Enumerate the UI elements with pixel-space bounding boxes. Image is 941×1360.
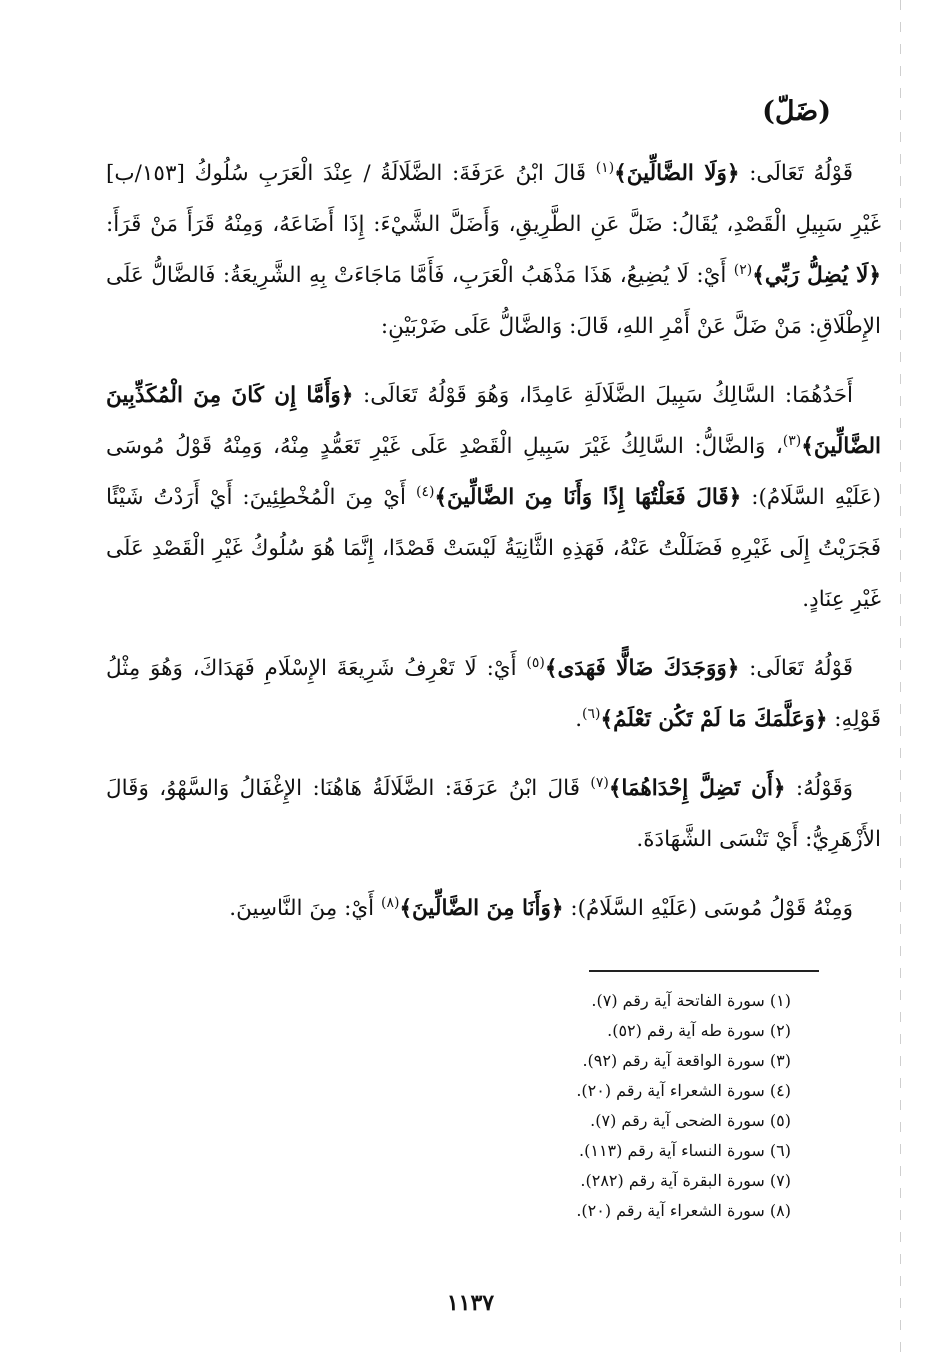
quran-quote: ﴿وَأَنَا مِنَ الضَّالِّينَ﴾ xyxy=(399,896,564,921)
footnote-ref: (٨) xyxy=(380,894,400,911)
quran-quote: ﴿وَعَلَّمَكَ مَا لَمْ تَكُن تَعْلَمُ﴾ xyxy=(600,707,828,732)
body-text-run: أَيْ: لَا يُضِيعُ، هَذَا مَذْهَبُ الْعَرَبِ، فَأَمَّا مَاجَاءَتْ بِهِ الشَّرِيعَةُ: فَالضَّالُّ عَلَى الإِطْلَاقِ: مَنْ ضَلَّ عَنْ أَمْرِ اللهِ، قَالَ: وَالضَّالُّ عَلَى ضَرْبَيْنِ: xyxy=(106,263,881,339)
body-text-run: قَوْلُهُ تَعَالَى: xyxy=(739,656,853,681)
footnote-ref: (٢) xyxy=(733,261,753,278)
footnotes-list xyxy=(576,986,791,1226)
page-edge-dots xyxy=(900,0,901,1360)
body-text-run: قَالَ ابْنُ عَرَفَةَ: الضَّلَالَةُ / عِنْدَ الْعَرَبِ سُلُوكُ xyxy=(184,161,596,186)
footnote-ref: (٧) xyxy=(590,774,609,791)
footnote-item: (٧) سورة البقرة آية رقم (٢٨٢). xyxy=(580,1171,791,1190)
manuscript-folio-marker: [١٥٣/ب] xyxy=(106,161,185,186)
footnote-ref: (٣) xyxy=(782,432,802,449)
footnote-item: (٤) سورة الشعراء آية رقم (٢٠). xyxy=(576,1081,791,1100)
quran-quote: ﴿وَأَمَّا إِن كَانَ مِنَ الْمُكَذِّبِينَ الضَّالِّينَ﴾ xyxy=(106,383,881,459)
body-text-run: أَيْ: لَا تَعْرِفُ شَرِيعَةَ الإِسْلَامِ فَهَدَاكَ، وَهُوَ مِثْلُ قَوْلِهِ: xyxy=(106,656,881,732)
body-paragraph xyxy=(106,643,881,745)
quran-quote: ﴿وَوَجَدَكَ ضَالًّا فَهَدَى﴾ xyxy=(544,656,740,681)
body-text-run: أَيْ مِنَ الْمُخْطِئِينَ: أَيْ أَرَدْتُ شَيْئًا فَجَرَيْتُ إِلَى غَيْرِهِ فَضَلَلْتُ عَنْهُ، فَهَذِهِ الثَّانِيَةُ لَيْسَتْ قَصْدًا، إِنَّمَا هُوَ سُلُوكُ غَيْرِ الْقَصْدِ عَلَى غَيْرِ عِنَادٍ. xyxy=(106,485,881,612)
quran-quote: ﴿وَلَا الضَّالِّينَ﴾ xyxy=(614,161,740,186)
footnote-ref: (١) xyxy=(595,159,615,176)
body-paragraph xyxy=(106,370,881,625)
body-text-run: قَوْلُهُ تَعَالَى: xyxy=(739,161,853,186)
entry-body xyxy=(106,148,881,934)
entry-heading: (ضَلّ) xyxy=(762,96,831,127)
body-text-run: . xyxy=(575,707,583,732)
footnote-ref: (٤) xyxy=(415,483,435,500)
quran-quote: ﴿لَا يُضِلُّ رَبِّي﴾ xyxy=(752,263,881,288)
footnote-item: (٣) سورة الواقعة آية رقم (٩٢). xyxy=(582,1051,791,1070)
body-text-run: وَمِنْهُ قَوْلُ مُوسَى (عَلَيْهِ السَّلَامُ): xyxy=(563,896,853,921)
quran-quote: ﴿أَن تَضِلَّ إِحْدَاهُمَا﴾ xyxy=(608,776,786,801)
footnote-separator xyxy=(589,970,819,972)
footnote-item: (٥) سورة الضحى آية رقم (٧). xyxy=(590,1111,791,1130)
body-text-run: غَيْرِ سَبِيلِ الْقَصْدِ، يُقَالُ: ضَلَّ عَنِ الطَّرِيقِ، وَأَضَلَّ الشَّيْءَ: إِذَا أَضَاعَهُ، وَمِنْهُ قَرَأَ مَنْ قَرَأَ: xyxy=(106,212,881,237)
footnote-item: (٨) سورة الشعراء آية رقم (٢٠). xyxy=(576,1201,791,1220)
body-text-run: قَالَ ابْنُ عَرَفَةَ: الضَّلَالَةُ هَاهُنَا: الإِغْفَالُ وَالسَّهْوُ، وَقَالَ الأَزْهَرِيُّ: أَيْ تَنْسَى الشَّهَادَةَ. xyxy=(106,776,881,852)
footnote-ref: (٦) xyxy=(582,705,601,722)
body-paragraph xyxy=(106,148,881,352)
body-text-run: أَيْ: مِنَ النَّاسِينَ. xyxy=(229,896,381,921)
footnote-item: (١) سورة الفاتحة آية رقم (٧). xyxy=(591,991,791,1010)
body-paragraph xyxy=(106,883,881,934)
body-text-run: أَحَدُهُمَا: السَّالِكُ سَبِيلَ الضَّلَالَةِ عَامِدًا، وَهُوَ قَوْلُهُ تَعَالَى: xyxy=(353,383,853,408)
footnote-item: (٦) سورة النساء آية رقم (١١٣). xyxy=(579,1141,791,1160)
footnote-item: (٢) سورة طه آية رقم (٥٢). xyxy=(607,1021,791,1040)
footnote-ref: (٥) xyxy=(526,654,545,671)
body-paragraph xyxy=(106,763,881,865)
quran-quote: ﴿قَالَ فَعَلْتُهَا إِذًا وَأَنَا مِنَ الضَّالِّينَ﴾ xyxy=(434,485,742,510)
body-text-run: ، وَالضَّالُّ: السَّالِكُ غَيْرَ سَبِيلِ الْقَصْدِ عَلَى غَيْرِ تَعَمُّدٍ مِنْهُ، وَمِنْهُ قَوْلُ مُوسَى (عَلَيْهِ السَّلَامُ): xyxy=(106,434,881,510)
body-text-run: وَقَوْلُهُ: xyxy=(785,776,853,801)
page-number: ١١٣٧ xyxy=(446,1290,495,1316)
